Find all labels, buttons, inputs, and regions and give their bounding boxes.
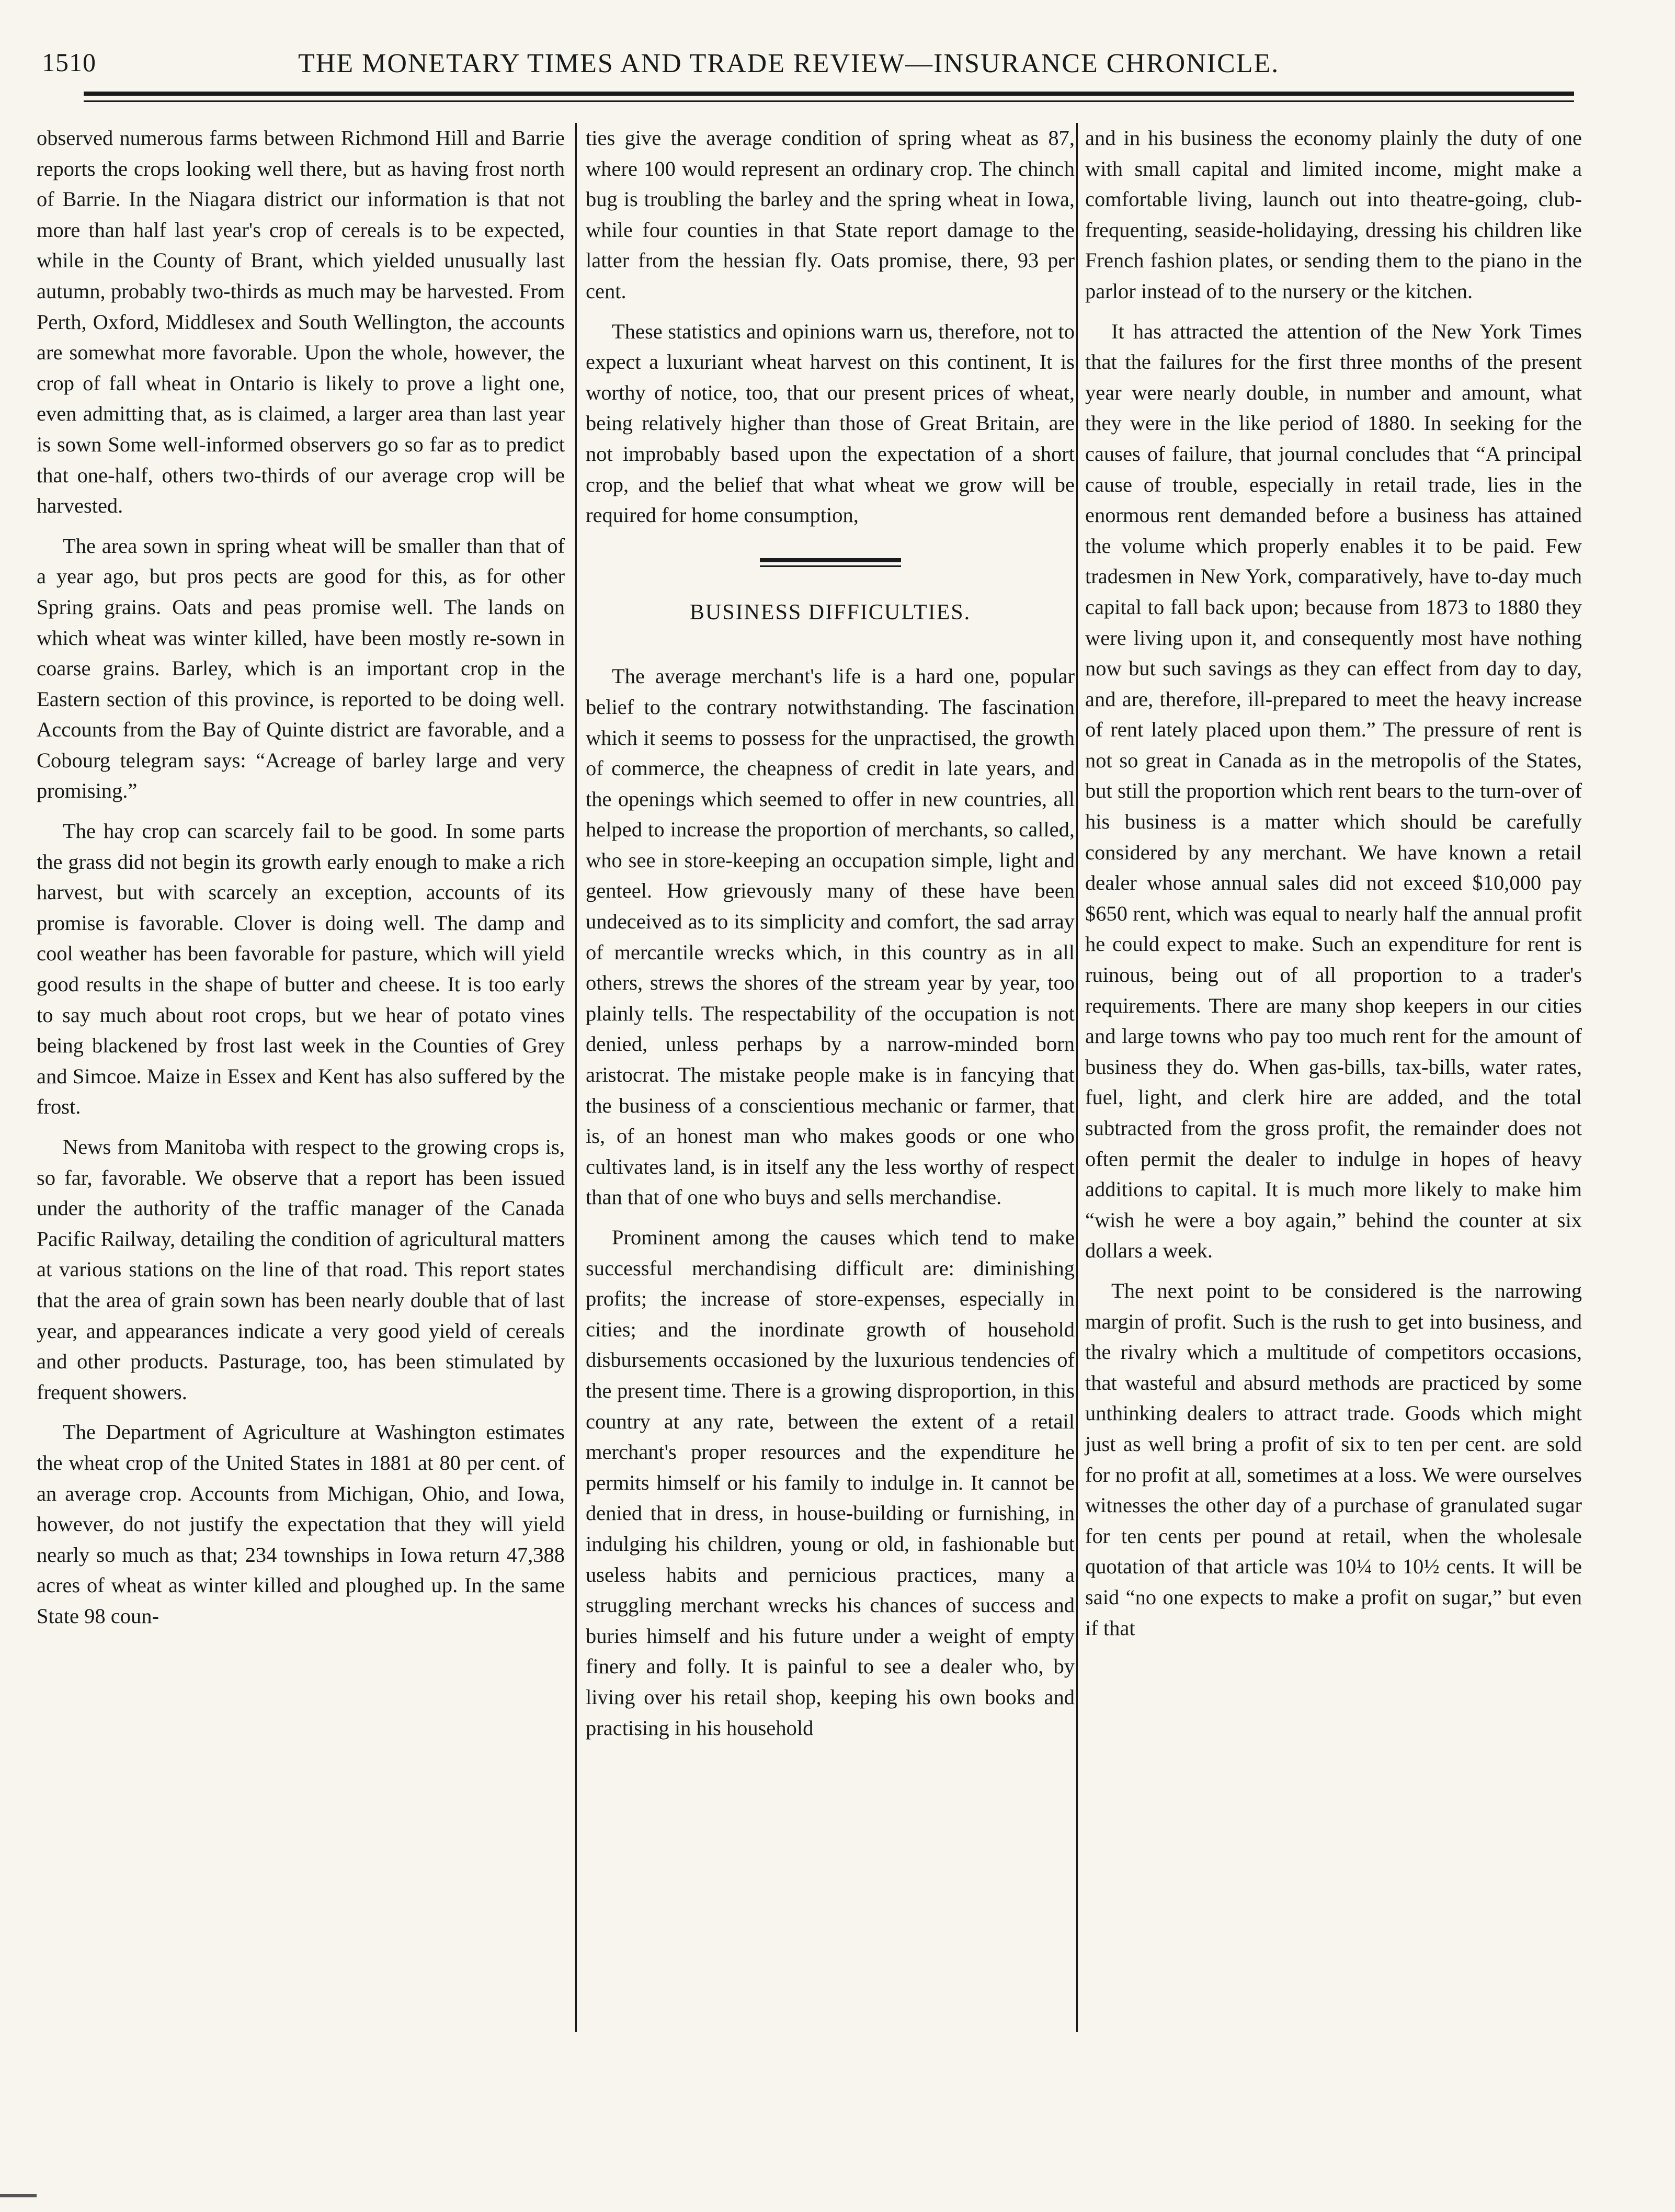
section-heading: BUSINESS DIFFICULTIES. (689, 600, 971, 625)
column-3 (1085, 123, 1582, 2032)
column-divider (1076, 123, 1078, 2032)
paragraph: The Department of Agriculture at Washington estimates the wheat crop of the United States in 1881 at 80 per cent. of an average crop. Accounts from Michigan, Ohio, and Iowa, however, do not justify the expectation that they will yield nearly so much as that; 234 townships in Iowa return 47,388 acres of wheat as winter killed and ploughed up. In the same State 98 coun- (37, 1420, 565, 1628)
paragraph: and in his business the economy plainly the duty of one with small capital and limited income, might make a comfortable living, launch out into theatre-going, club-frequenting, seaside-holidaying, dressing his children like French fashion plates, or sending them to the piano in the parlor instead of to the nursery or the kitchen. (1085, 126, 1582, 303)
page-number: 1510 (42, 48, 96, 77)
paragraph: These statistics and opinions warn us, therefore, not to expect a luxuriant wheat harvest on this continent, It is worthy of notice, too, that our present prices of wheat, being relatively higher than those of Great Britain, are not improbably based upon the expectation of a short crop, and the belief that what wheat we grow will be required for home consumption, (586, 319, 1075, 527)
paragraph: News from Manitoba with respect to the growing crops is, so far, favorable. We observe that a report has been issued under the authority of the traffic manager of the Canada Pacific Railway, detailing the condition of agricultural matters at various stations on the line of that road. This report states that the area of grain sown has been nearly double that of last year, and appearances indicate a very good yield of cereals and other products. Pasturage, too, has been stimulated by frequent showers. (37, 1135, 565, 1404)
column-2 (586, 123, 1075, 2032)
running-title: THE MONETARY TIMES AND TRADE REVIEW—INSURANCE CHRONICLE. (298, 49, 1280, 78)
paragraph: ties give the average condition of spring wheat as 87, where 100 would represent an ordinary crop. The chinch bug is troubling the barley and the spring wheat in Iowa, while four counties in that State report damage to the latter from the hessian fly. Oats promise, there, 93 per cent. (586, 126, 1075, 303)
section-separator-thick (760, 558, 901, 562)
page-header (37, 31, 1605, 89)
column-1 (37, 123, 565, 2032)
paragraph: The area sown in spring wheat will be smaller than that of a year ago, but pros pects are good for this, as for other Spring grains. Oats and peas promise well. The lands on which wheat was winter killed, have been mostly re-sown in coarse grains. Barley, which is an important crop in the Eastern section of this province, is reported to be doing well. Accounts from the Bay of Quinte district are favorable, and a Cobourg telegram says: “Acreage of barley large and very promising.” (37, 534, 565, 803)
column-divider (575, 123, 577, 2032)
header-rule-thin (84, 100, 1574, 102)
paragraph: The average merchant's life is a hard one, popular belief to the contrary notwithstanding. The fascination which it seems to possess for the unpractised, the growth of commerce, the cheapness of credit in late years, and the openings which seemed to offer in new countries, all helped to increase the proportion of merchants, so called, who see in store-keeping an occupation simple, light and genteel. How grievously many of these have been undeceived as to its simplicity and comfort, the sad array of mercantile wrecks which, in this country as in all others, strews the shores of the stream year by year, too plainly tells. The respectability of the occupation is not denied, unless perhaps by a narrow-minded born aristocrat. The mistake people make is in fancying that the business of a conscientious mechanic or farmer, that is, of an honest man who makes goods or one who cultivates land, is in itself any the less worthy of respect than that of one who buys and sells merchandise. (586, 664, 1075, 1209)
edge-mark (0, 2194, 37, 2197)
paragraph: Prominent among the causes which tend to make successful merchandising difficult are: diminishing profits; the increase of store-expenses, especially in cities; and the inordinate growth of household disbursements occasioned by the luxurious tendencies of the present time. There is a growing disproportion, in this country at any rate, between the extent of a retail merchant's proper resources and the expenditure he permits himself or his family to indulge in. It cannot be denied that in dress, in house-building or furnishing, in indulging his children, young or old, in fashionable but useless habits and pernicious practices, many a struggling merchant wrecks his chances of success and buries himself and his future under a weight of empty finery and folly. It is painful to see a dealer who, by living over his retail shop, keeping his own books and practising in his household (586, 1226, 1075, 1740)
paragraph: The next point to be considered is the narrowing margin of profit. Such is the rush to get into business, and the rivalry which a multitude of competitors occasions, that wasteful and absurd methods are practiced by some unthinking dealers to attract trade. Goods which might just as well bring a profit of six to ten per cent. are sold for no profit at all, sometimes at a loss. We were ourselves witnesses the other day of a purchase of granulated sugar for ten cents per pound at retail, when the wholesale quotation of that article was 10¼ to 10½ cents. It will be said “no one expects to make a profit on sugar,” but even if that (1085, 1278, 1582, 1640)
header-rule-thick (84, 92, 1574, 96)
paragraph: The hay crop can scarcely fail to be good. In some parts the grass did not begin its growth early enough to make a rich harvest, but with scarcely an exception, accounts of its promise is favorable. Clover is doing well. The damp and cool weather has been favorable for pasture, which will yield good results in the shape of butter and cheese. It is too early to say much about root crops, but we hear of potato vines being blackened by frost last week in the Counties of Grey and Simcoe. Maize in Essex and Kent has also suffered by the frost. (37, 819, 565, 1119)
paragraph: It has attracted the attention of the New York Times that the failures for the first three months of the present year were nearly double, in number and amount, what they were in the like period of 1880. In seeking for the causes of failure, that journal concludes that “A principal cause of trouble, especially in retail trade, lies in the enormous rent demanded before a business has attained the volume which properly enables it to be paid. Few tradesmen in New York, comparatively, have to-day much capital to fall back upon; because from 1873 to 1880 they were living upon it, and consequently most have nothing now but such savings as they can effect from day to day, and are, therefore, ill-prepared to meet the heavy increase of rent lately placed upon them.” The pressure of rent is not so great in Canada as in the metropolis of the States, but still the proportion which rent bears to the turn-over of his business is a matter which should be carefully considered by any merchant. We have known a retail dealer whose annual sales did not exceed $10,000 pay $650 rent, which was equal to nearly half the annual profit he could expect to make. Such an expenditure for rent is ruinous, being out of all proportion to a trader's requirements. There are many shop keepers in our cities and large towns who pay too much rent for the amount of business they do. When gas-bills, tax-bills, water rates, fuel, light, and clerk hire are added, and the total subtracted from the gross profit, the remainder does not often permit the dealer to indulge in hopes of heavy additions to capital. It is much more likely to make him “wish he were a boy again,” behind the counter at six dollars a week. (1085, 319, 1582, 1263)
paragraph: observed numerous farms between Richmond Hill and Barrie reports the crops looking well there, but as having frost north of Barrie. In the Niagara district our information is that not more than half last year's crop of cereals is to be expected, while in the County of Brant, which yielded unusually last autumn, probably two-thirds as much may be harvested. From Perth, Oxford, Middlesex and South Wellington, the accounts are somewhat more favorable. Upon the whole, however, the crop of fall wheat in Ontario is likely to prove a light one, even admitting that, as is claimed, a larger area than last year is sown Some well-informed observers go so far as to predict that one-half, others two-thirds of our average crop will be harvested. (37, 126, 565, 518)
section-separator-thin (760, 565, 901, 567)
